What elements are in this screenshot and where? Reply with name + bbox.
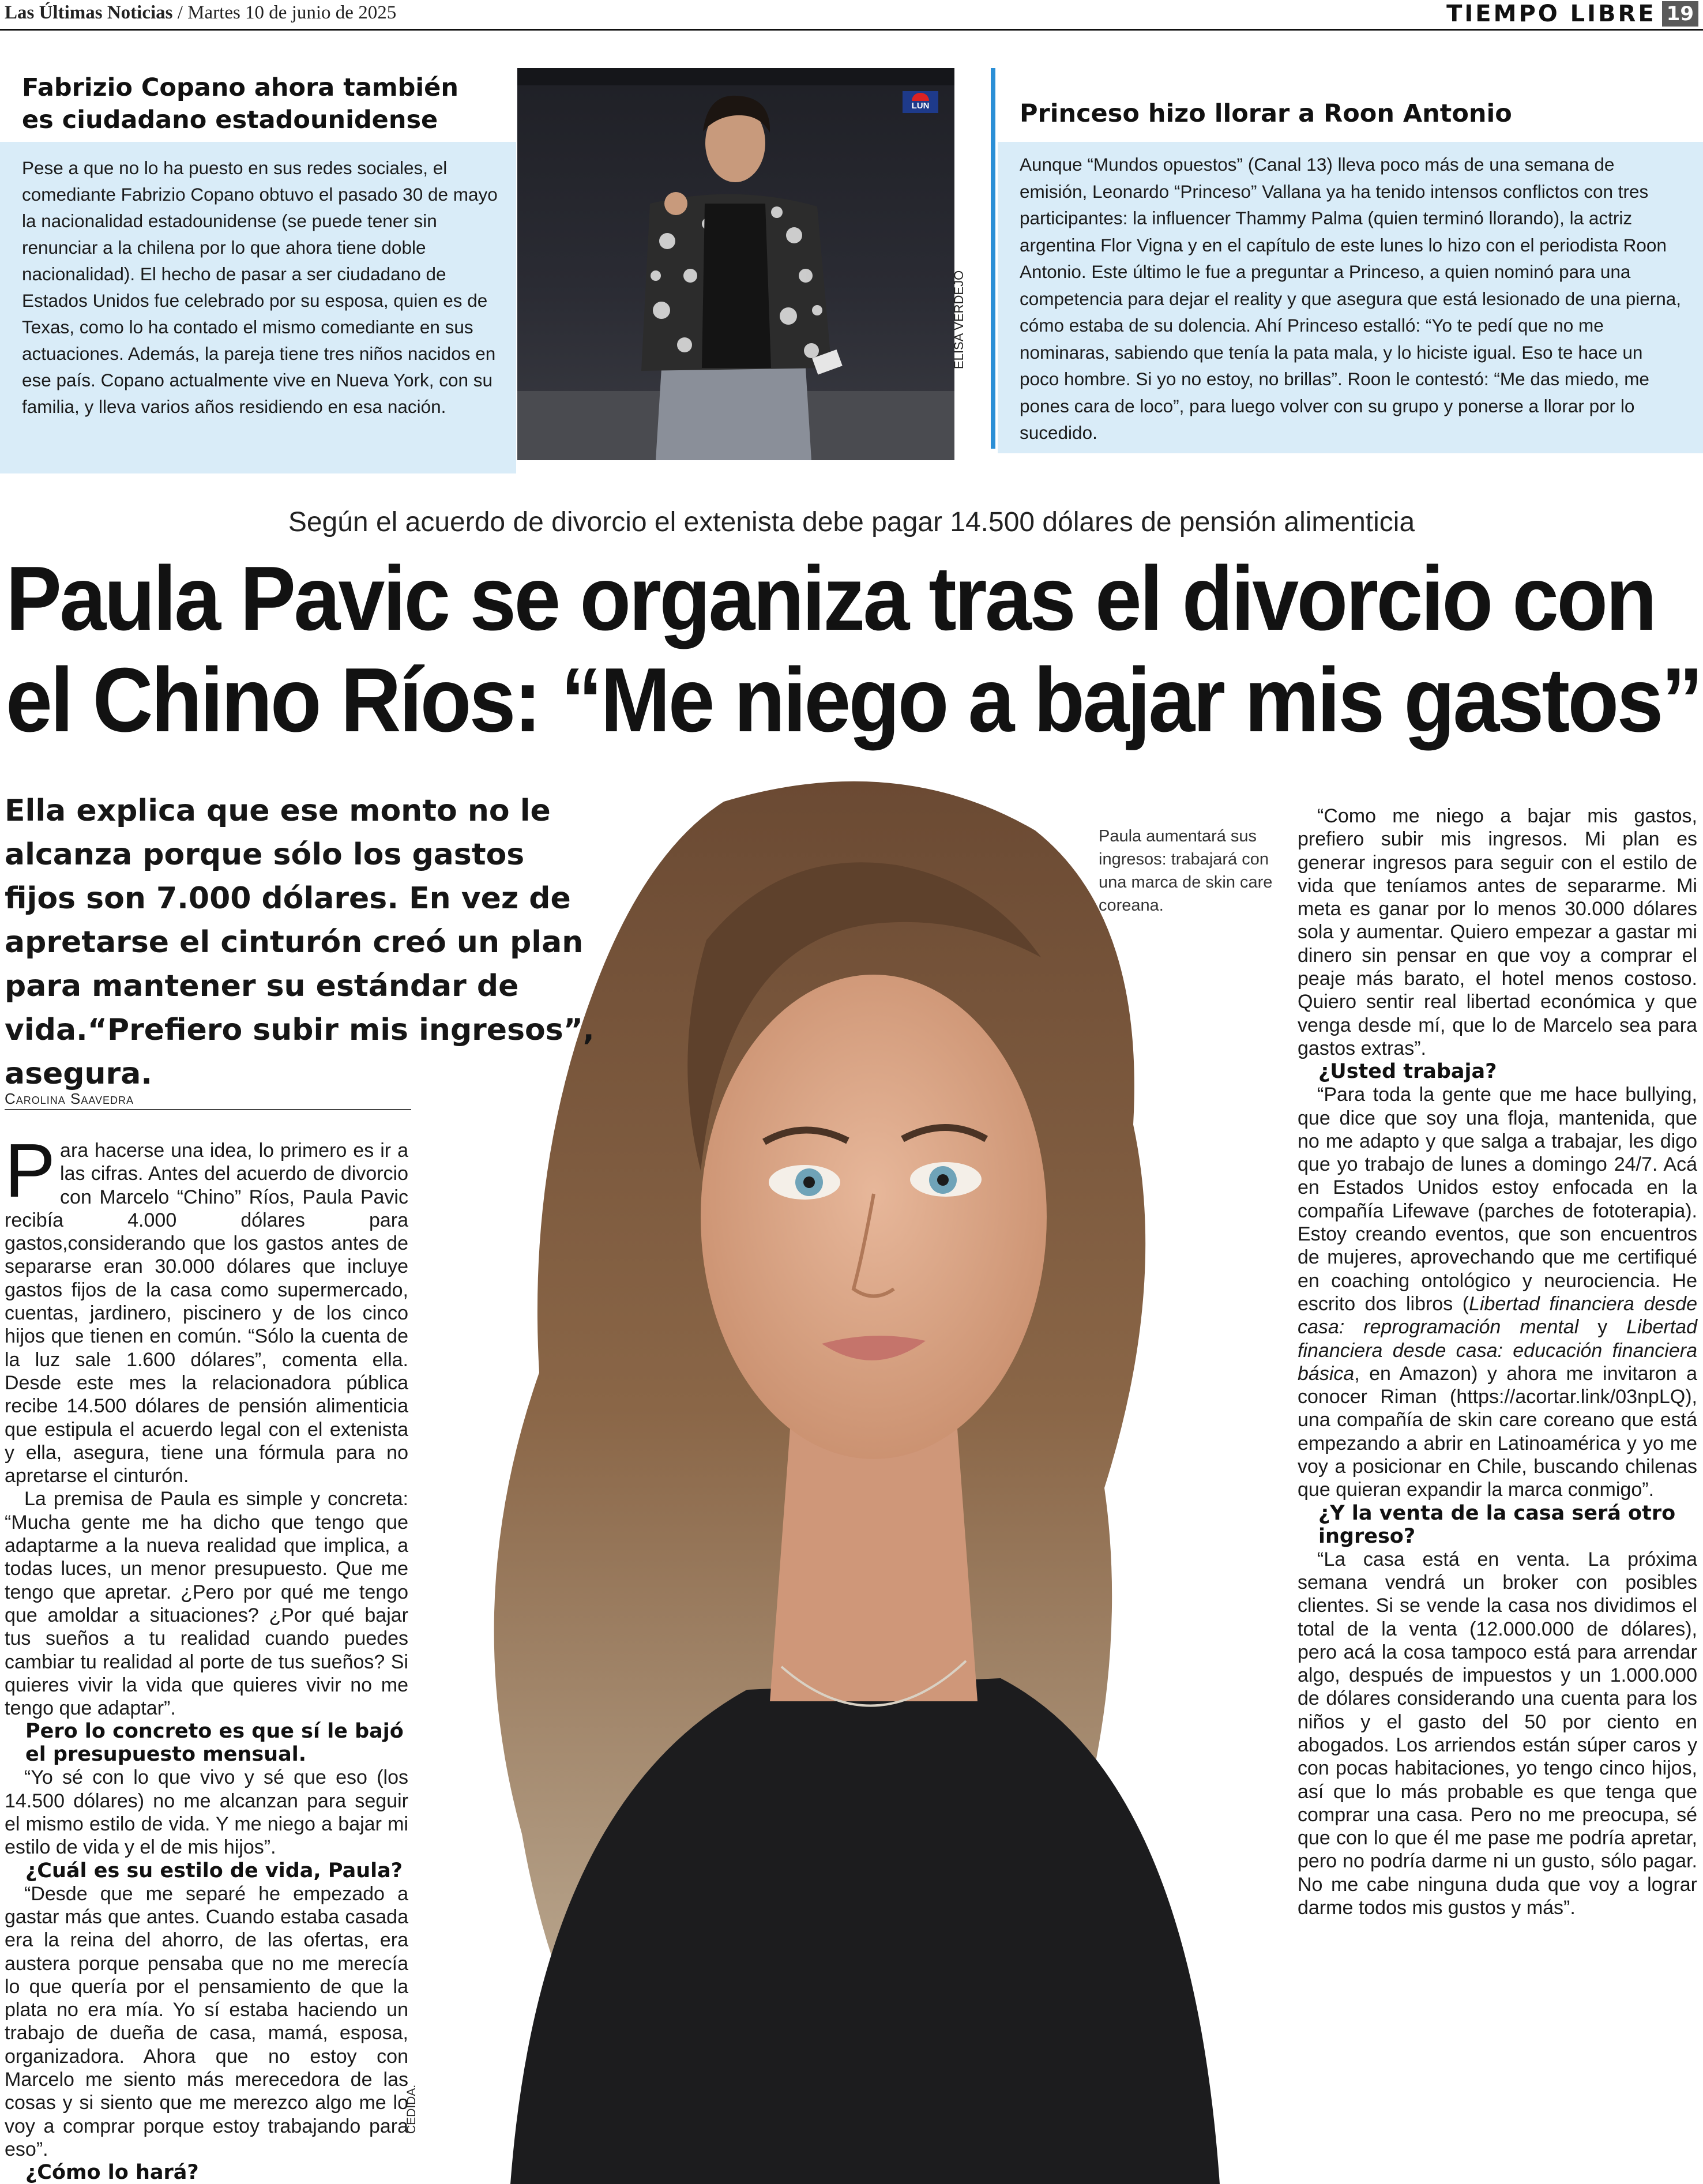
photo-credit: CEDIDA. — [405, 2084, 418, 2134]
book-title-2: Libertad financiera desde casa: educación financiera básica — [1298, 1316, 1697, 1385]
question-3: ¿Cómo lo hará? — [25, 2161, 199, 2184]
question-4: ¿Usted trabaja? — [1318, 1060, 1497, 1084]
answer-4-conjunction: y — [1578, 1316, 1627, 1339]
paragraph-1 — [5, 1128, 408, 1487]
headline-line-2: el Chino Ríos: “Me niego a bajar mis gastos” — [6, 649, 1701, 751]
brief-right-body: Aunque “Mundos opuestos” (Canal 13) lleva poco más de una semana de emisión, Leonardo “Princeso” Vallana ya ha tenido intensos conflictos con tres participantes: la influencer Thammy Palma (quien terminó llorando), la actriz argentina Flor Vigna y en el capítulo de este lunes lo hizo con el periodista Roon Antonio. Este último le fue a preguntar a Princeso, a quien nominó para una competencia para dejar el reality y que asegura que está lesionado de una pierna, cómo estaba de su dolencia. Ahí Princeso estalló: “Yo te pedí que no me nominaras, sabiendo que tenía la pata mala, y lo hiciste igual. Eso te hace un poco hombre. Si yo no estoy, no brillas”. Roon le contestó: “Me das miedo, me pones cara de loco”, para luego volver con su grupo y ponerse a llorar por lo sucedido. — [1020, 154, 1682, 443]
book-title-1: Libertad financiera desde casa: reprogramación mental — [1298, 1292, 1697, 1339]
masthead-rule — [0, 29, 1703, 31]
photo-caption: Paula aumentará sus ingresos: trabajará con una marca de skin care coreana. — [1099, 827, 1273, 915]
question-5: ¿Y la venta de la casa será otro ingreso? — [1318, 1501, 1676, 1548]
article-lead: Ella explica que ese monto no le alcanza porque sólo los gastos fijos son 7.000 dólares. En vez de apretarse el cinturón creó un plan para mantener su estándar de vida.“Prefiero subir mis ingresos”, asegura. — [5, 794, 595, 1091]
brief-right-accent-bar — [991, 68, 995, 449]
paragraph-2: La premisa de Paula es simple y concreta: “Mucha gente me ha dicho que tengo que adaptarme a la nueva realidad que implica, a todas luces, un menor presupuesto. Que me tengo que apretar. ¿Pero por qué me tengo que amoldar a situaciones? ¿Por qué bajar tus sueños a tu realidad cuando puedes cambiar tu realidad al porte de tus sueños? Si quieres vivir la vida que quieres vivir no me tengo que adaptar”. — [5, 1488, 408, 1720]
article-column-left — [5, 1128, 408, 2184]
section-header — [1446, 1, 1698, 27]
article-kicker: Según el acuerdo de divorcio el extenista debe pagar 14.500 dólares de pensión alimenticia — [288, 507, 1415, 537]
section-title: TIEMPO LIBRE — [1446, 1, 1656, 27]
copano-photo — [517, 68, 954, 460]
article-headline — [6, 548, 1701, 751]
question-1: Pero lo concreto es que sí le bajó el presupuesto mensual. — [25, 1720, 404, 1766]
paragraph-1-text: ara hacerse una idea, lo primero es ir a las cifras. Antes del acuerdo de divorcio con Marcelo “Chino” Ríos, Paula Pavic recibía 4.000 dólares para gastos,considerando que los gastos antes de separarse eran 30.000 dólares que incluye gastos fijos de la casa como supermercado, cuentas, jardinero, piscinero y de los cinco hijos que tienen en común. “Sólo la cuenta de la luz sale 1.600 dólares”, comenta ella. Desde este mes la relacionadora pública recibe 14.500 dólares de pensión alimenticia que estipula el acuerdo legal con el extenista y ella, asegura, tiene una fórmula para no apretarse el cinturón. — [5, 1140, 408, 1487]
lun-logo-icon: LUN — [903, 91, 938, 113]
answer-4-end: , en Amazon) y ahora me invitaron a conocer Riman (https://acortar.link/03npLQ), una compañía de skin care coreano que está empezando a abrir en Latinoamérica y yo me voy a posicionar en Chile, buscando chilenas que quieran expandir la marca conmigo”. — [1298, 1362, 1697, 1501]
brief-left-body: Pese a que no lo ha puesto en sus redes sociales, el comediante Fabrizio Copano obtuvo el pasado 30 de mayo la nacionalidad estadounidense (se puede tener sin renunciar a la chilena por lo que ahora tiene doble nacionalidad). El hecho de pasar a ser ciudadano de Estados Unidos fue celebrado por su esposa, quien es de Texas, como lo ha contado el mismo comediante en sus actuaciones. Además, la pareja tiene tres niños nacidos en ese país. Copano actualmente vive en Nueva York, con su familia, y lleva varios años residiendo en esa nación. — [22, 157, 498, 417]
brief-left-headline: Fabrizio Copano ahora también es ciudadano estadounidense — [22, 73, 458, 134]
byline: Carolina Saavedra — [5, 1090, 134, 1107]
masthead-separator: / — [172, 2, 188, 23]
copano-illustration — [517, 68, 954, 460]
answer-2: “Desde que me separé he empezado a gastar más que antes. Cuando estaba casada era la reina del ahorro, de las ofertas, era austera porque pensaba que no me merecía lo que quería por el pensamiento de que la plata no era mía. Yo sí estaba haciendo un trabajo de dueña de casa, mamá, esposa, organizadora. Ahora que no estoy con Marcelo me siento más merecedora de las cosas y si siento que me merezco algo me lo voy a comprar porque estoy trabajando para eso”. — [5, 1882, 408, 2160]
page-number: 19 — [1662, 1, 1698, 27]
drop-cap: P — [5, 1128, 56, 1213]
answer-1: “Yo sé con lo que vivo y sé que eso (los 14.500 dólares) no me alcanzan para seguir el mismo estilo de vida. Y me niego a bajar mi estilo de vida y el de mis hijos”. — [5, 1766, 408, 1859]
article-column-right — [1298, 805, 1697, 1919]
answer-3: “Como me niego a bajar mis gastos, prefiero subir mis ingresos. Mi plan es generar ingresos para seguir con el estilo de vida que teníamos antes de separarme. Mi meta es ganar por lo menos 30.000 dólares sola y aumentar. Quiero empezar a gastar mi dinero sin pensar en que voy a comprar el peaje más barato, el hotel menos costoso. Quiero sentir real libertad económica y que venga desde mí, que lo de Marcelo sea para gastos extras”. — [1298, 805, 1697, 1059]
brief-right-headline: Princeso hizo llorar a Roon Antonio — [1020, 99, 1512, 128]
issue-date: Martes 10 de junio de 2025 — [187, 2, 397, 23]
masthead-publication — [5, 2, 396, 24]
newspaper-name: Las Últimas Noticias — [5, 2, 173, 23]
headline-line-1: Paula Pavic se organiza tras el divorcio con — [6, 548, 1655, 649]
question-2: ¿Cuál es su estilo de vida, Paula? — [25, 1859, 403, 1882]
answer-5: “La casa está en venta. La próxima semana vendrá un broker con posibles clientes. Si se vende la casa nos dividimos el total de la venta (12.000.000 de dólares), pero acá la cosa tampoco está para arrendar algo, después de impuestos y un 1.000.000 de dólares considerando una cuenta para los niños y el gasto del 50 por ciento en abogados. Los arriendos están súper caros y con pocas habitaciones, yo tengo cinco hijos, así que lo más probable es que tenga que comprar una casa. Pero no me preocupa, sé que con lo que él me pase me podría apretar, pero no podría darme ni un gusto, sólo pagar. No me cabe ninguna duda que voy a lograr darme todos mis gustos y más”. — [1298, 1548, 1697, 1919]
answer-4 — [1298, 1083, 1697, 1501]
byline-rule — [5, 1109, 411, 1110]
copano-photo-credit: ELISA VERDEJO — [952, 270, 966, 369]
answer-4-start: “Para toda la gente que me hace bullying, que dice que soy una floja, mantenida, que no me adapto y que salga a trabajar, les digo que yo trabajo de lunes a domingo 24/7. Acá en Estados Unidos estoy enfocada en la compañía Lifewave (parches de fototerapia). Estoy creando eventos, que son encuentros de mujeres, aprovechando que me certifiqué en coaching ontológico y neurociencia. He escrito dos libros ( — [1298, 1084, 1697, 1315]
